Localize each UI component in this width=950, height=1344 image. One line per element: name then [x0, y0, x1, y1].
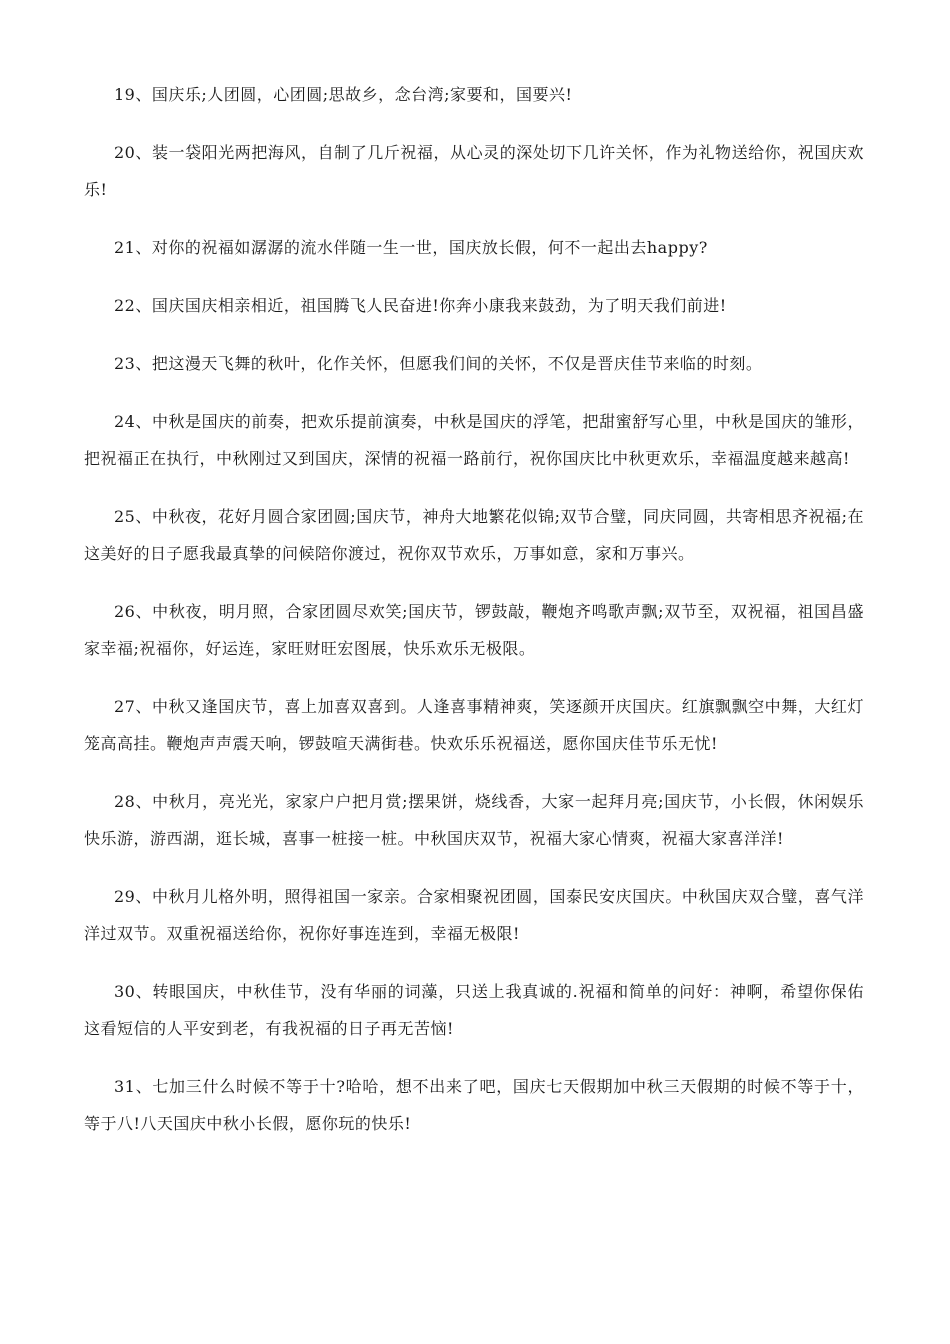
document-body [84, 76, 864, 1163]
paragraph-21: 21、对你的祝福如潺潺的流水伴随一生一世，国庆放长假，何不一起出去happy? [114, 238, 708, 257]
paragraph-19: 19、国庆乐;人团圆，心团圆;思故乡，念台湾;家要和，国要兴! [114, 85, 573, 104]
paragraph-27: 27、中秋又逢国庆节，喜上加喜双喜到。人逢喜事精神爽，笑逐颜开庆国庆。红旗飘飘空中舞，大红灯笼高高挂。鞭炮声声震天响，锣鼓喧天满街巷。快欢乐乐祝福送，愿你国庆佳节乐无忧! [84, 697, 864, 753]
paragraph-24: 24、中秋是国庆的前奏，把欢乐提前演奏，中秋是国庆的浮笔，把甜蜜舒写心里，中秋是国庆的雏形，把祝福正在执行，中秋刚过又到国庆，深情的祝福一路前行，祝你国庆比中秋更欢乐，幸福温度越来越高! [84, 412, 864, 468]
paragraph-26: 26、中秋夜，明月照，合家团圆尽欢笑;国庆节，锣鼓敲，鞭炮齐鸣歌声飘;双节至，双祝福，祖国昌盛家幸福;祝福你，好运连，家旺财旺宏图展，快乐欢乐无极限。 [84, 602, 864, 658]
paragraph-22: 22、国庆国庆相亲相近，祖国腾飞人民奋进!你奔小康我来鼓劲，为了明天我们前进! [114, 296, 727, 315]
paragraph-30: 30、转眼国庆，中秋佳节，没有华丽的词藻，只送上我真诚的.祝福和简单的问好：神啊，希望你保佑这看短信的人平安到老，有我祝福的日子再无苦恼! [84, 982, 864, 1038]
paragraph-31: 31、七加三什么时候不等于十?哈哈，想不出来了吧，国庆七天假期加中秋三天假期的时候不等于十，等于八!八天国庆中秋小长假，愿你玩的快乐! [84, 1077, 864, 1133]
paragraph-28: 28、中秋月，亮光光，家家户户把月赏;摆果饼，烧线香，大家一起拜月亮;国庆节，小长假，休闲娱乐快乐游，游西湖，逛长城，喜事一桩接一桩。中秋国庆双节，祝福大家心情爽，祝福大家喜洋洋! [84, 792, 864, 848]
paragraph-25: 25、中秋夜，花好月圆合家团圆;国庆节，神舟大地繁花似锦;双节合璧，同庆同圆，共寄相思齐祝福;在这美好的日子愿我最真挚的问候陪你渡过，祝你双节欢乐，万事如意，家和万事兴。 [84, 507, 864, 563]
paragraph-29: 29、中秋月儿格外明，照得祖国一家亲。合家相聚祝团圆，国泰民安庆国庆。中秋国庆双合璧，喜气洋洋过双节。双重祝福送给你，祝你好事连连到，幸福无极限! [84, 887, 864, 943]
paragraph-23: 23、把这漫天飞舞的秋叶，化作关怀，但愿我们间的关怀，不仅是晋庆佳节来临的时刻。 [114, 354, 763, 373]
paragraph-20: 20、装一袋阳光两把海风，自制了几斤祝福，从心灵的深处切下几许关怀，作为礼物送给你，祝国庆欢乐! [84, 143, 864, 199]
